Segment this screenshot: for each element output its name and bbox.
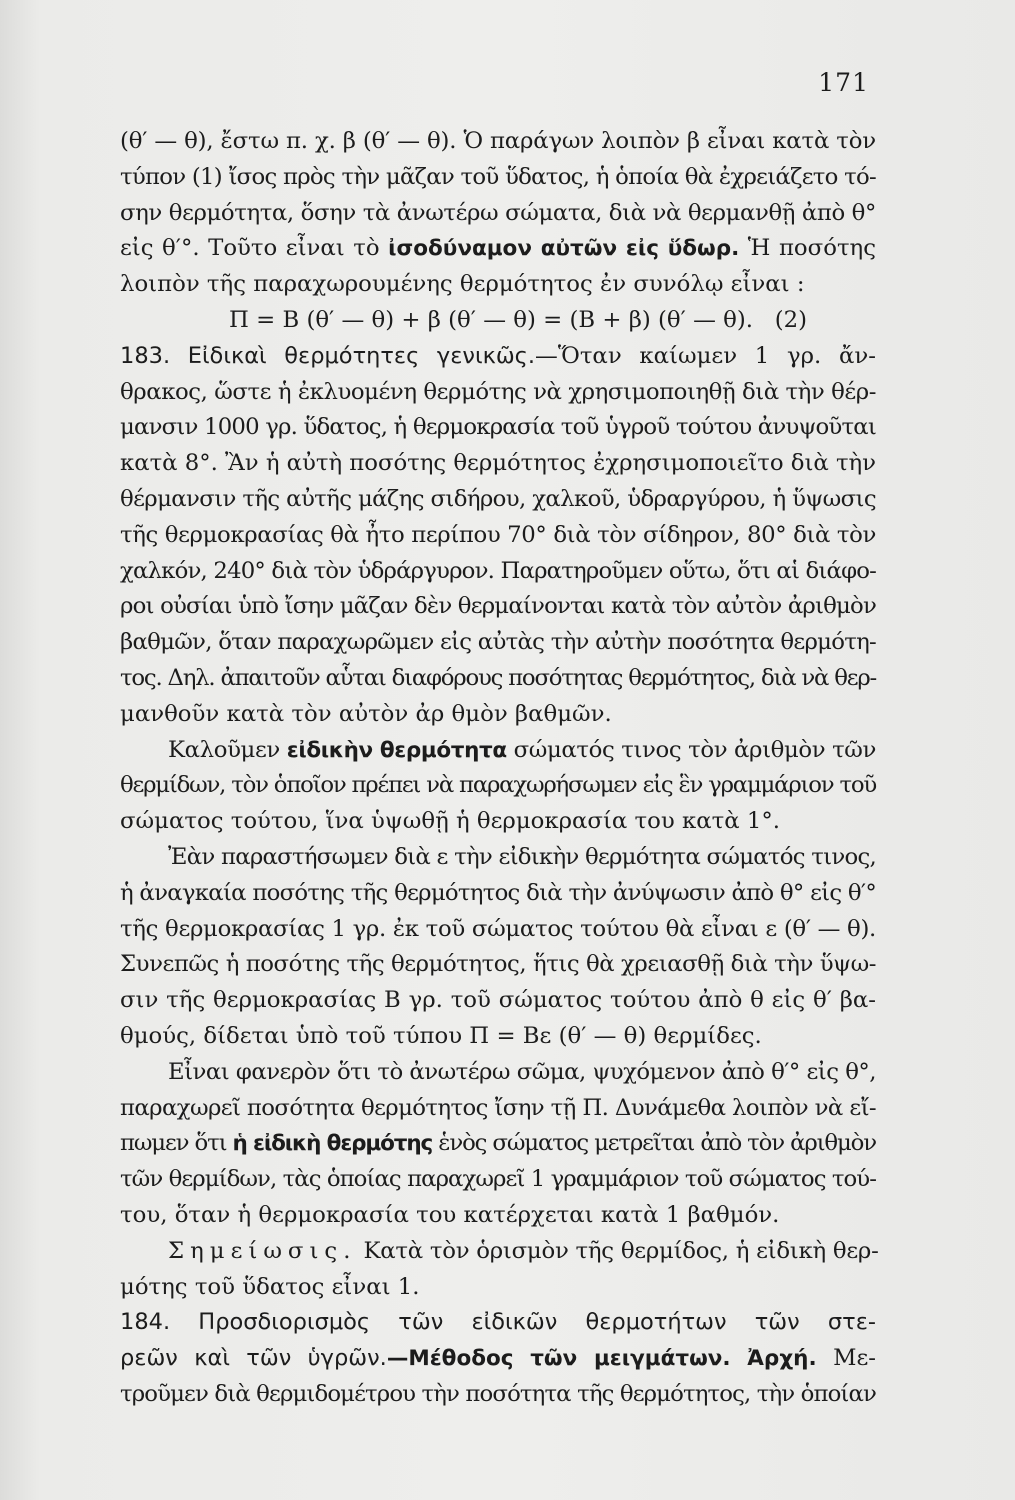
- line-content: [120, 339, 876, 375]
- body-text: [120, 124, 879, 1413]
- text-line: [120, 231, 876, 267]
- text-span: ἑνὸς σώματος μετρεῖται ἀπὸ τὸν ἀριθμὸν: [432, 1130, 877, 1157]
- text-span: του, ὅταν ἡ θερμοκρασία του κατέρχεται κατὰ 1 βαθμόν.: [120, 1201, 780, 1228]
- text-line: [120, 1234, 879, 1270]
- line-content: [120, 1126, 876, 1162]
- text-line: [120, 625, 876, 661]
- text-span: πωμεν ὅτι: [120, 1130, 233, 1157]
- text-span: θμούς, δίδεται ὑπὸ τοῦ τύπου Π = Βε (θ′ — θ) θερμίδες.: [120, 1022, 762, 1049]
- text-span: μανσιν 1000 γρ. ὕδατος, ἡ θερμοκρασία τοῦ ὑγροῦ τούτου ἀνυψοῦται: [120, 414, 876, 441]
- line-content: [120, 1162, 876, 1198]
- text-line: [120, 554, 876, 590]
- text-span: θρακος, ὥστε ἡ ἐκλυομένη θερμότης νὰ χρησιμοποιηθῇ διὰ τὴν θέρ-: [120, 378, 876, 405]
- text-span: κατὰ 8°. Ἂν ἡ αὐτὴ ποσότης θερμότητος ἐχρησιμοποιεῖτο διὰ τὴν: [120, 450, 876, 477]
- line-content: [229, 303, 807, 339]
- text-span: ἡ ἀναγκαία ποσότης τῆς θερμότητος διὰ τὴν ἀνύψωσιν ἀπὸ θ° εἰς θ′°: [120, 879, 876, 906]
- emphasis-span: ἡ εἰδικὴ θερμότης: [232, 1131, 433, 1157]
- line-content: [120, 1091, 876, 1127]
- line-content: [120, 375, 876, 411]
- text-line: [120, 1305, 876, 1341]
- line-content: [120, 446, 876, 482]
- text-span: σην θερμότητα, ὅσην τὰ ἀνωτέρω σώματα, διὰ νὰ θερμανθῇ ἀπὸ θ°: [120, 199, 876, 226]
- text-line: [120, 375, 876, 411]
- text-span: Εἶναι φανερὸν ὅτι τὸ ἀνωτέρω σῶμα, ψυχόμενον ἀπὸ θ′° εἰς θ°,: [168, 1058, 876, 1085]
- text-line: [120, 589, 876, 625]
- emphasis-span: Σημείωσις.: [168, 1237, 357, 1264]
- text-span: σώματός τινος τὸν ἀριθμὸν τῶν: [506, 736, 876, 763]
- text-span: —Ὅταν καίωμεν 1 γρ. ἄν-: [535, 342, 876, 369]
- text-span: τῆς θερμοκρασίας 1 γρ. ἐκ τοῦ σώματος τούτου θὰ εἶναι ε (θ′ — θ).: [120, 915, 876, 942]
- text-line: [120, 912, 876, 948]
- text-line: [120, 160, 876, 196]
- text-span: Καλοῦμεν: [168, 736, 287, 763]
- line-content: [120, 983, 876, 1019]
- text-span: Π = Β (θ′ — θ) + β (θ′ — θ) = (Β + β) (θ′ — θ). (2): [228, 306, 808, 333]
- text-span: σώματος τούτου, ἵνα ὑψωθῇ ἡ θερμοκρασία του κατὰ 1°.: [120, 808, 781, 835]
- line-content: [120, 697, 612, 733]
- text-line: [120, 1341, 876, 1377]
- line-content: [120, 876, 876, 912]
- text-line: [120, 733, 876, 769]
- line-content: [120, 267, 805, 303]
- text-span: τῆς θερμοκρασίας θὰ ἦτο περίπου 70° διὰ τὸν σίδηρον, 80° διὰ τὸν: [120, 521, 876, 548]
- line-content: [120, 804, 780, 840]
- text-line: [120, 410, 876, 446]
- text-span: σιν τῆς θερμοκρασίας Β γρ. τοῦ σώματος τούτου ἀπὸ θ εἰς θ′ βα-: [120, 987, 876, 1014]
- line-content: [120, 482, 876, 518]
- text-span: (θ′ — θ), ἔστω π. χ. β (θ′ — θ). Ὁ παράγων λοιπὸν β εἶναι κατὰ τὸν: [120, 128, 876, 154]
- emphasis-span: εἰδικὴν θερμότητα: [286, 737, 507, 763]
- emphasis-span: ἰσοδύναμον αὐτῶν εἰς ὕδωρ.: [388, 236, 740, 262]
- text-span: τος. Δηλ. ἀπαιτοῦν αὗται διαφόρους ποσότητας θερμότητος, διὰ νὰ θερ-: [120, 664, 876, 691]
- line-content: [120, 1019, 762, 1055]
- text-line: [120, 303, 876, 339]
- line-content: [168, 840, 876, 876]
- text-span: ροι οὐσίαι ὑπὸ ἴσην μᾶζαν δὲν θερμαίνονται κατὰ τὸν αὐτὸν ἀριθμὸν: [120, 593, 876, 620]
- line-content: [168, 1234, 879, 1270]
- line-content: [120, 410, 876, 446]
- page-number: 171: [818, 68, 869, 97]
- text-line: [120, 1055, 876, 1091]
- line-content: [120, 160, 876, 196]
- text-span: μότης τοῦ ὕδατος εἶναι 1.: [120, 1273, 420, 1300]
- text-line: [120, 1162, 876, 1198]
- line-content: [120, 124, 876, 160]
- line-content: [120, 625, 876, 661]
- text-line: [120, 661, 876, 697]
- text-line: [120, 768, 876, 804]
- line-content: [120, 947, 876, 983]
- text-line: [120, 876, 876, 912]
- line-content: [120, 554, 876, 590]
- text-line: [120, 1198, 876, 1234]
- text-line: [120, 1019, 876, 1055]
- text-span: εἰς θ′°. Τοῦτο εἶναι τὸ: [120, 235, 389, 262]
- line-content: [120, 1305, 876, 1341]
- line-content: [120, 589, 876, 625]
- text-line: [120, 983, 876, 1019]
- line-content: [120, 768, 876, 804]
- line-content: [120, 1341, 876, 1377]
- text-span: θέρμανσιν τῆς αὐτῆς μάζης σιδήρου, χαλκοῦ, ὑδραργύρου, ἡ ὕψωσις: [120, 485, 876, 512]
- text-line: [120, 1270, 876, 1306]
- text-span: βαθμῶν, ὅταν παραχωρῶμεν εἰς αὐτὰς τὴν αὐτὴν ποσότητα θερμότη-: [120, 629, 876, 656]
- emphasis-span: ρεῶν καὶ τῶν ὑγρῶν.: [120, 1345, 387, 1372]
- text-span: παραχωρεῖ ποσότητα θερμότητος ἴσην τῇ Π. Δυνάμεθα λοιπὸν νὰ εἴ-: [120, 1094, 876, 1121]
- text-line: [120, 804, 876, 840]
- line-content: [120, 231, 876, 267]
- line-content: [120, 1270, 420, 1306]
- text-span: Ἡ ποσότης: [739, 235, 876, 262]
- emphasis-span: —Μέθοδος τῶν μειγμάτων. Ἀρχή.: [386, 1346, 817, 1372]
- text-line: [120, 697, 876, 733]
- text-line: [120, 267, 876, 303]
- text-line: [120, 339, 876, 375]
- text-line: [120, 1091, 876, 1127]
- text-line: [120, 482, 876, 518]
- text-span: χαλκόν, 240° διὰ τὸν ὑδράργυρον. Παρατηροῦμεν οὕτω, ὅτι αἱ διάφο-: [120, 557, 876, 584]
- text-line: [120, 196, 876, 232]
- text-span: θερμίδων, τὸν ὁποῖον πρέπει νὰ παραχωρήσωμεν εἰς ἓν γραμμάριον τοῦ: [120, 772, 876, 799]
- text-span: Ἐὰν παραστήσωμεν διὰ ε τὴν εἰδικὴν θερμότητα σώματός τινος,: [168, 843, 876, 870]
- line-content: [168, 1055, 876, 1091]
- text-span: μανθοῦν κατὰ τὸν αὐτὸν ἀρ θμὸν βαθμῶν.: [120, 700, 612, 727]
- text-span: τροῦμεν διὰ θερμιδομέτρου τὴν ποσότητα τῆς θερμότητος, τὴν ὁποίαν: [120, 1380, 876, 1407]
- text-span: λοιπὸν τῆς παραχωρουμένης θερμότητος ἐν συνόλῳ εἶναι :: [120, 271, 805, 298]
- line-content: [120, 1377, 876, 1413]
- text-span: Κατὰ τὸν ὁρισμὸν τῆς θερμίδος, ἡ εἰδικὴ θερ-: [356, 1237, 879, 1264]
- text-line: [120, 1126, 876, 1162]
- text-line: [120, 518, 876, 554]
- text-line: [120, 947, 876, 983]
- text-line: [120, 1377, 876, 1413]
- text-line: [120, 124, 876, 160]
- text-span: Συνεπῶς ἡ ποσότης τῆς θερμότητος, ἥτις θὰ χρειασθῇ διὰ τὴν ὕψω-: [120, 951, 876, 978]
- text-line: [120, 840, 876, 876]
- line-content: [120, 1198, 779, 1234]
- line-content: [120, 518, 876, 554]
- emphasis-span: 183. Εἰδικαὶ θερμότητες γενικῶς.: [120, 342, 536, 369]
- text-line: [120, 446, 876, 482]
- text-span: τῶν θερμίδων, τὰς ὁποίας παραχωρεῖ 1 γραμμάριον τοῦ σώματος τού-: [120, 1166, 876, 1193]
- line-content: [120, 196, 876, 232]
- text-span: Με-: [816, 1345, 876, 1372]
- line-content: [120, 912, 876, 948]
- emphasis-span: 184. Προσδιορισμὸς τῶν εἰδικῶν θερμοτήτων τῶν στε-: [120, 1309, 876, 1336]
- line-content: [168, 733, 876, 769]
- line-content: [120, 661, 876, 697]
- text-span: τύπον (1) ἴσος πρὸς τὴν μᾶζαν τοῦ ὕδατος, ἡ ὁποία θὰ ἐχρειάζετο τό-: [120, 163, 876, 190]
